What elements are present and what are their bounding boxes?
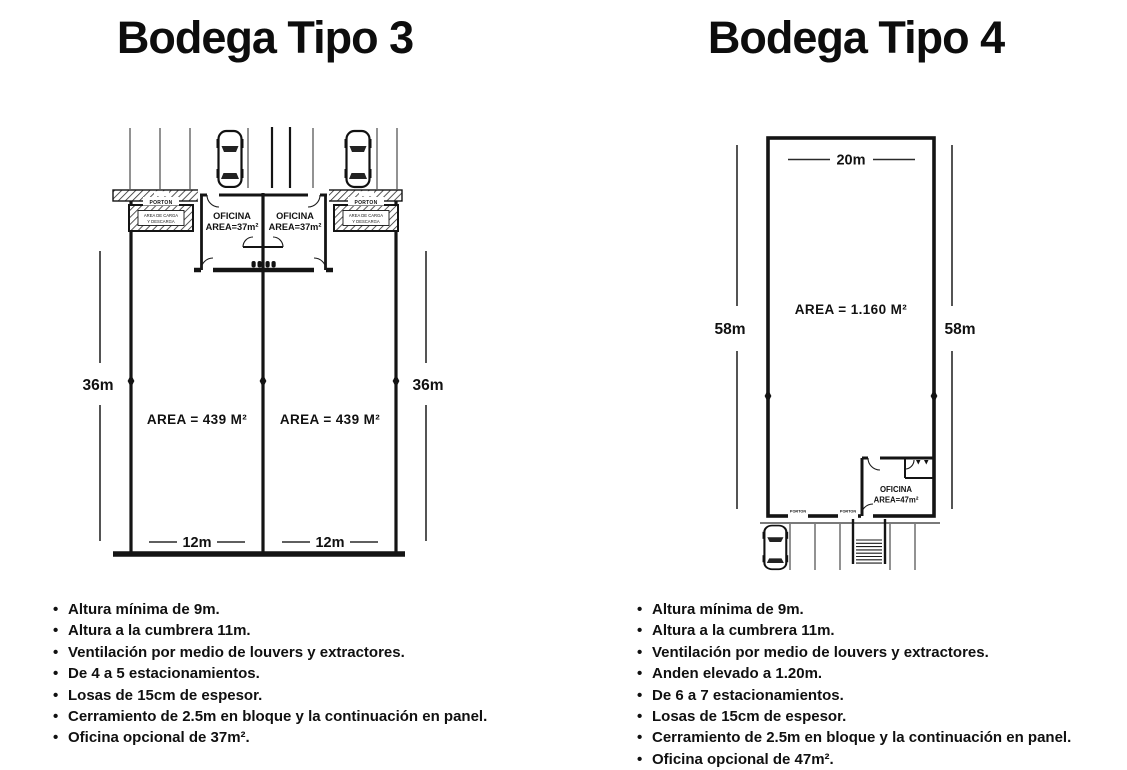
office-right-label: OFICINA <box>276 211 314 221</box>
page-title-bodega-tipo-3: Bodega Tipo 3 <box>116 12 414 63</box>
spec-item: • Altura a la cumbrera 11m. <box>636 620 1121 641</box>
svg-text:PORTON: PORTON <box>354 200 378 206</box>
dimension-12m-right <box>282 535 378 551</box>
office-left-area: AREA=37m² <box>205 222 259 232</box>
porton-label: PORTON <box>839 509 857 514</box>
loading-label: Y DESCARGA <box>352 218 380 224</box>
loading-label: AREA DE CARGA <box>348 213 384 219</box>
spec-item: • Anden elevado a 1.20m. <box>636 663 1121 684</box>
spec-item: • De 4 a 5 estacionamientos. <box>52 663 532 684</box>
tipo3-floor-plan <box>57 113 467 578</box>
spec-item: • De 6 a 7 estacionamientos. <box>636 685 1121 706</box>
loading-area-left <box>129 205 193 231</box>
office-left-label: OFICINA <box>213 211 251 221</box>
spec-item: • Losas de 15cm de espesor. <box>52 685 532 706</box>
svg-text:58m: 58m <box>714 321 746 338</box>
tipo4-spec-list <box>636 599 1121 770</box>
office-area-label: AREA=47m² <box>873 495 919 505</box>
dimension-12m-left <box>149 535 245 551</box>
dimension-36m-right <box>412 251 443 541</box>
tipo4-floor-plan <box>690 113 1000 578</box>
porton-left-label <box>143 197 179 206</box>
warehouse-area-label: AREA = 1.160 M² <box>794 302 908 317</box>
car-icon <box>217 131 244 187</box>
spec-item: • Oficina opcional de 47m². <box>636 749 1121 770</box>
parking-area <box>760 519 940 570</box>
office-label: OFICINA <box>879 485 913 494</box>
spec-item: • Altura mínima de 9m. <box>636 599 1121 620</box>
spec-item: • Cerramiento de 2.5m en bloque y la continuación en panel. <box>52 706 532 727</box>
spec-item: • Ventilación por medio de louvers y extractores. <box>52 642 532 663</box>
spec-item: • Ventilación por medio de louvers y extractores. <box>636 642 1121 663</box>
loading-label: Y DESCARGA <box>147 218 175 224</box>
spec-item: • Altura mínima de 9m. <box>52 599 532 620</box>
dimension-58m-right <box>944 145 975 509</box>
stairs-icon <box>853 519 885 564</box>
spec-item: • Oficina opcional de 37m². <box>52 727 532 748</box>
loading-area-right <box>334 205 398 231</box>
car-icon <box>763 526 789 570</box>
svg-text:58m: 58m <box>944 321 976 338</box>
spec-item: • Losas de 15cm de espesor. <box>636 706 1121 727</box>
dimension-58m-left <box>714 145 745 509</box>
spec-item: • Altura a la cumbrera 11m. <box>52 620 532 641</box>
wall-ticks <box>128 375 400 388</box>
porton-label: PORTON <box>789 509 807 514</box>
tipo3-spec-list <box>52 599 532 749</box>
svg-text:12m: 12m <box>182 535 212 551</box>
unit-area-left: AREA = 439 M² <box>146 412 248 427</box>
svg-text:12m: 12m <box>315 535 345 551</box>
page-title-bodega-tipo-4: Bodega Tipo 4 <box>707 12 1005 63</box>
unit-area-right: AREA = 439 M² <box>279 412 381 427</box>
svg-text:36m: 36m <box>412 377 444 394</box>
svg-text:20m: 20m <box>836 152 866 169</box>
car-icon <box>345 131 372 187</box>
loading-label: AREA DE CARGA <box>143 213 179 219</box>
spec-item: • Cerramiento de 2.5m en bloque y la continuación en panel. <box>636 727 1121 748</box>
svg-text:PORTON: PORTON <box>149 200 173 206</box>
office-right-area: AREA=37m² <box>268 222 322 232</box>
porton-right-label <box>348 197 384 206</box>
walkway <box>272 127 290 190</box>
dimension-36m-left <box>82 251 113 541</box>
svg-text:36m: 36m <box>82 377 114 394</box>
